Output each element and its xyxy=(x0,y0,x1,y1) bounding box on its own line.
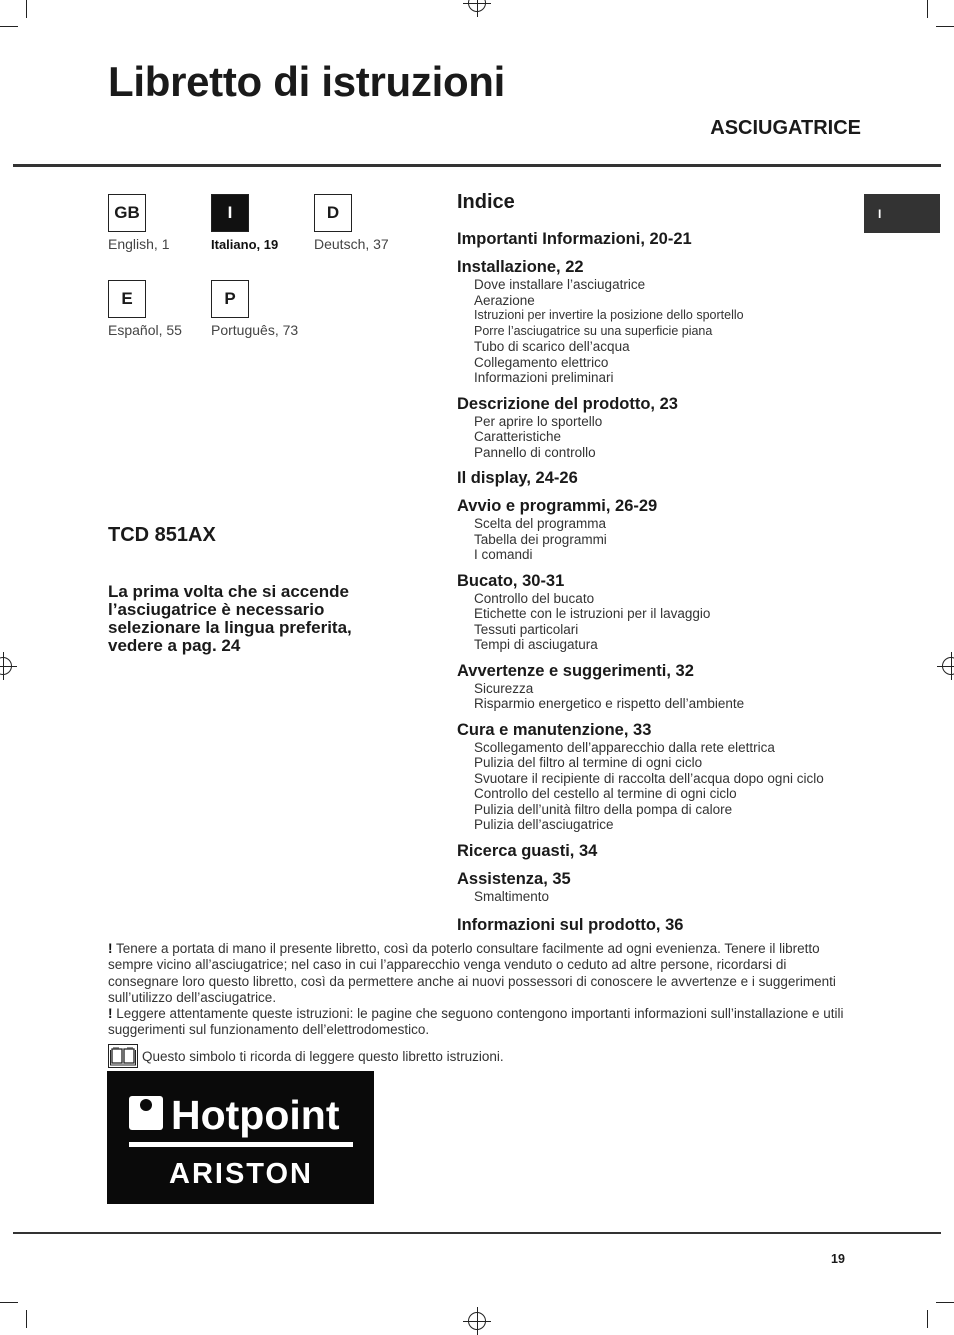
symbol-caption: Questo simbolo ti ricorda di leggere questo libretto istruzioni. xyxy=(142,1048,504,1064)
toc-item: Pannello di controllo xyxy=(474,444,596,460)
table-of-contents xyxy=(457,230,877,944)
product-type-label: ASCIUGATRICE xyxy=(710,117,861,139)
crop-mark xyxy=(936,1302,954,1303)
toc-heading[interactable]: Importanti Informazioni, 20-21 xyxy=(457,230,692,248)
toc-heading[interactable]: Avvertenze e suggerimenti, 32 xyxy=(457,661,694,680)
header-divider xyxy=(13,164,941,167)
crop-mark xyxy=(26,1310,27,1328)
page-title: Libretto di istruzioni xyxy=(108,58,506,105)
toc-item: Controllo del cestello al termine di ogni ciclo xyxy=(474,786,737,801)
hotpoint-ariston-logo xyxy=(107,1071,374,1204)
crop-mark xyxy=(936,26,954,27)
toc-item: I comandi xyxy=(474,547,533,562)
toc-section xyxy=(457,721,877,833)
toc-item: Porre l’asciugatrice su una superficie piana xyxy=(474,323,713,338)
toc-heading[interactable]: Installazione, 22 xyxy=(457,258,584,276)
language-caption: English, 1 xyxy=(108,236,170,252)
open-book-icon xyxy=(108,1044,138,1068)
toc-section xyxy=(457,497,877,563)
language-caption: Español, 55 xyxy=(108,322,182,338)
toc-item: Controllo del bucato xyxy=(474,590,595,606)
toc-heading[interactable]: Avvio e programmi, 26-29 xyxy=(457,497,658,515)
registration-mark xyxy=(468,0,486,12)
toc-heading[interactable]: Informazioni sul prodotto, 36 xyxy=(457,916,684,934)
registration-mark xyxy=(942,657,954,675)
index-title: Indice xyxy=(457,191,515,213)
toc-item: Per aprire lo sportello xyxy=(474,413,603,429)
toc-item: Aerazione xyxy=(474,292,535,308)
language-box-e[interactable]: E xyxy=(108,280,146,318)
language-caption: Português, 73 xyxy=(211,322,299,338)
note-paragraph xyxy=(108,941,848,1006)
toc-item: Scollegamento dell’apparecchio dalla rete elettrica xyxy=(474,739,775,755)
toc-section xyxy=(457,662,877,712)
registration-mark xyxy=(0,657,12,675)
note-paragraph xyxy=(108,1006,848,1039)
page-number: 19 xyxy=(831,1252,845,1266)
crop-mark xyxy=(927,0,928,18)
brand-line2: ARISTON xyxy=(169,1158,313,1190)
crop-mark xyxy=(26,0,27,18)
language-box-p[interactable]: P xyxy=(211,280,249,318)
toc-item: Scelta del programma xyxy=(474,516,607,531)
toc-section xyxy=(457,842,877,861)
toc-item: Risparmio energetico e rispetto dell’ambiente xyxy=(474,696,745,711)
registration-mark xyxy=(468,1312,486,1330)
toc-section xyxy=(457,258,877,386)
crop-mark xyxy=(0,1302,18,1303)
notes-block xyxy=(108,941,848,1039)
language-caption: Italiano, 19 xyxy=(211,237,279,252)
toc-heading[interactable]: Assistenza, 35 xyxy=(457,869,571,888)
note-text: Leggere attentamente queste istruzioni: le pagine che seguono contengono importanti informazioni sull’installazione e utili suggerimenti sul funzionamento dell’elettrodomestico. xyxy=(108,1006,844,1038)
toc-item: Svuotare il recipiente di raccolta dell’acqua dopo ogni ciclo xyxy=(474,770,824,786)
language-box-gb[interactable]: GB xyxy=(108,194,146,232)
crop-mark xyxy=(0,26,18,27)
toc-heading[interactable]: Descrizione del prodotto, 23 xyxy=(457,394,678,413)
toc-item: Smaltimento xyxy=(474,888,550,904)
toc-item: Pulizia dell’asciugatrice xyxy=(474,817,614,832)
note-text: Tenere a portata di mano il presente libretto, così da poterlo consultare facilmente ad ogni evenienza. Tenere il libretto sempre vicino all’asciugatrice; nel caso in cui l’apparecchio venga venduto o ceduto ad altre persone, ricordarsi di consegnare loro questo libretto, così da permettere anche ai nuovi possessori di conoscere le avvertenze e i suggerimenti sull’utilizzo dell’asciugatrice. xyxy=(108,941,836,1005)
toc-item: Istruzioni per invertire la posizione dello sportello xyxy=(474,308,744,322)
toc-item: Sicurezza xyxy=(474,680,534,696)
model-number: TCD 851AX xyxy=(108,524,216,546)
toc-item: Dove installare l’asciugatrice xyxy=(474,277,646,292)
toc-heading[interactable]: Il display, 24-26 xyxy=(457,469,578,487)
footer-divider xyxy=(13,1232,941,1234)
toc-section xyxy=(457,230,877,249)
language-box-d[interactable]: D xyxy=(314,194,352,232)
crop-mark xyxy=(927,1310,928,1328)
toc-item: Caratteristiche xyxy=(474,429,562,444)
toc-item: Tessuti particolari xyxy=(474,621,579,637)
toc-heading[interactable]: Ricerca guasti, 34 xyxy=(457,841,598,860)
toc-item: Collegamento elettrico xyxy=(474,354,609,370)
toc-section xyxy=(457,469,877,488)
toc-item: Tubo di scarico dell’acqua xyxy=(474,339,630,354)
toc-item: Tabella dei programmi xyxy=(474,531,607,547)
toc-item: Pulizia dell’unità filtro della pompa di calore xyxy=(474,801,733,817)
language-box-i[interactable]: I xyxy=(211,194,249,232)
side-language-tab: I xyxy=(864,194,940,233)
toc-item: Tempi di asciugatura xyxy=(474,637,598,652)
toc-heading[interactable]: Bucato, 30-31 xyxy=(457,571,565,590)
toc-section xyxy=(457,916,877,935)
toc-heading[interactable]: Cura e manutenzione, 33 xyxy=(457,720,652,739)
toc-item: Pulizia del filtro al termine di ogni ciclo xyxy=(474,755,703,770)
hotpoint-logo-icon xyxy=(107,1071,374,1204)
manual-symbol-row xyxy=(108,1044,504,1068)
toc-item: Etichette con le istruzioni per il lavaggio xyxy=(474,606,711,621)
first-use-notice: La prima volta che si accende l’asciugatrice è necessario selezionare la lingua preferita, vedere a pag. 24 xyxy=(108,582,352,655)
toc-item: Informazioni preliminari xyxy=(474,370,614,385)
language-caption: Deutsch, 37 xyxy=(314,236,389,252)
toc-section xyxy=(457,395,877,461)
warning-mark: ! xyxy=(108,941,113,956)
warning-mark: ! xyxy=(108,1006,113,1022)
brand-line1: Hotpoint xyxy=(171,1092,340,1138)
toc-section xyxy=(457,572,877,653)
toc-section xyxy=(457,870,877,905)
